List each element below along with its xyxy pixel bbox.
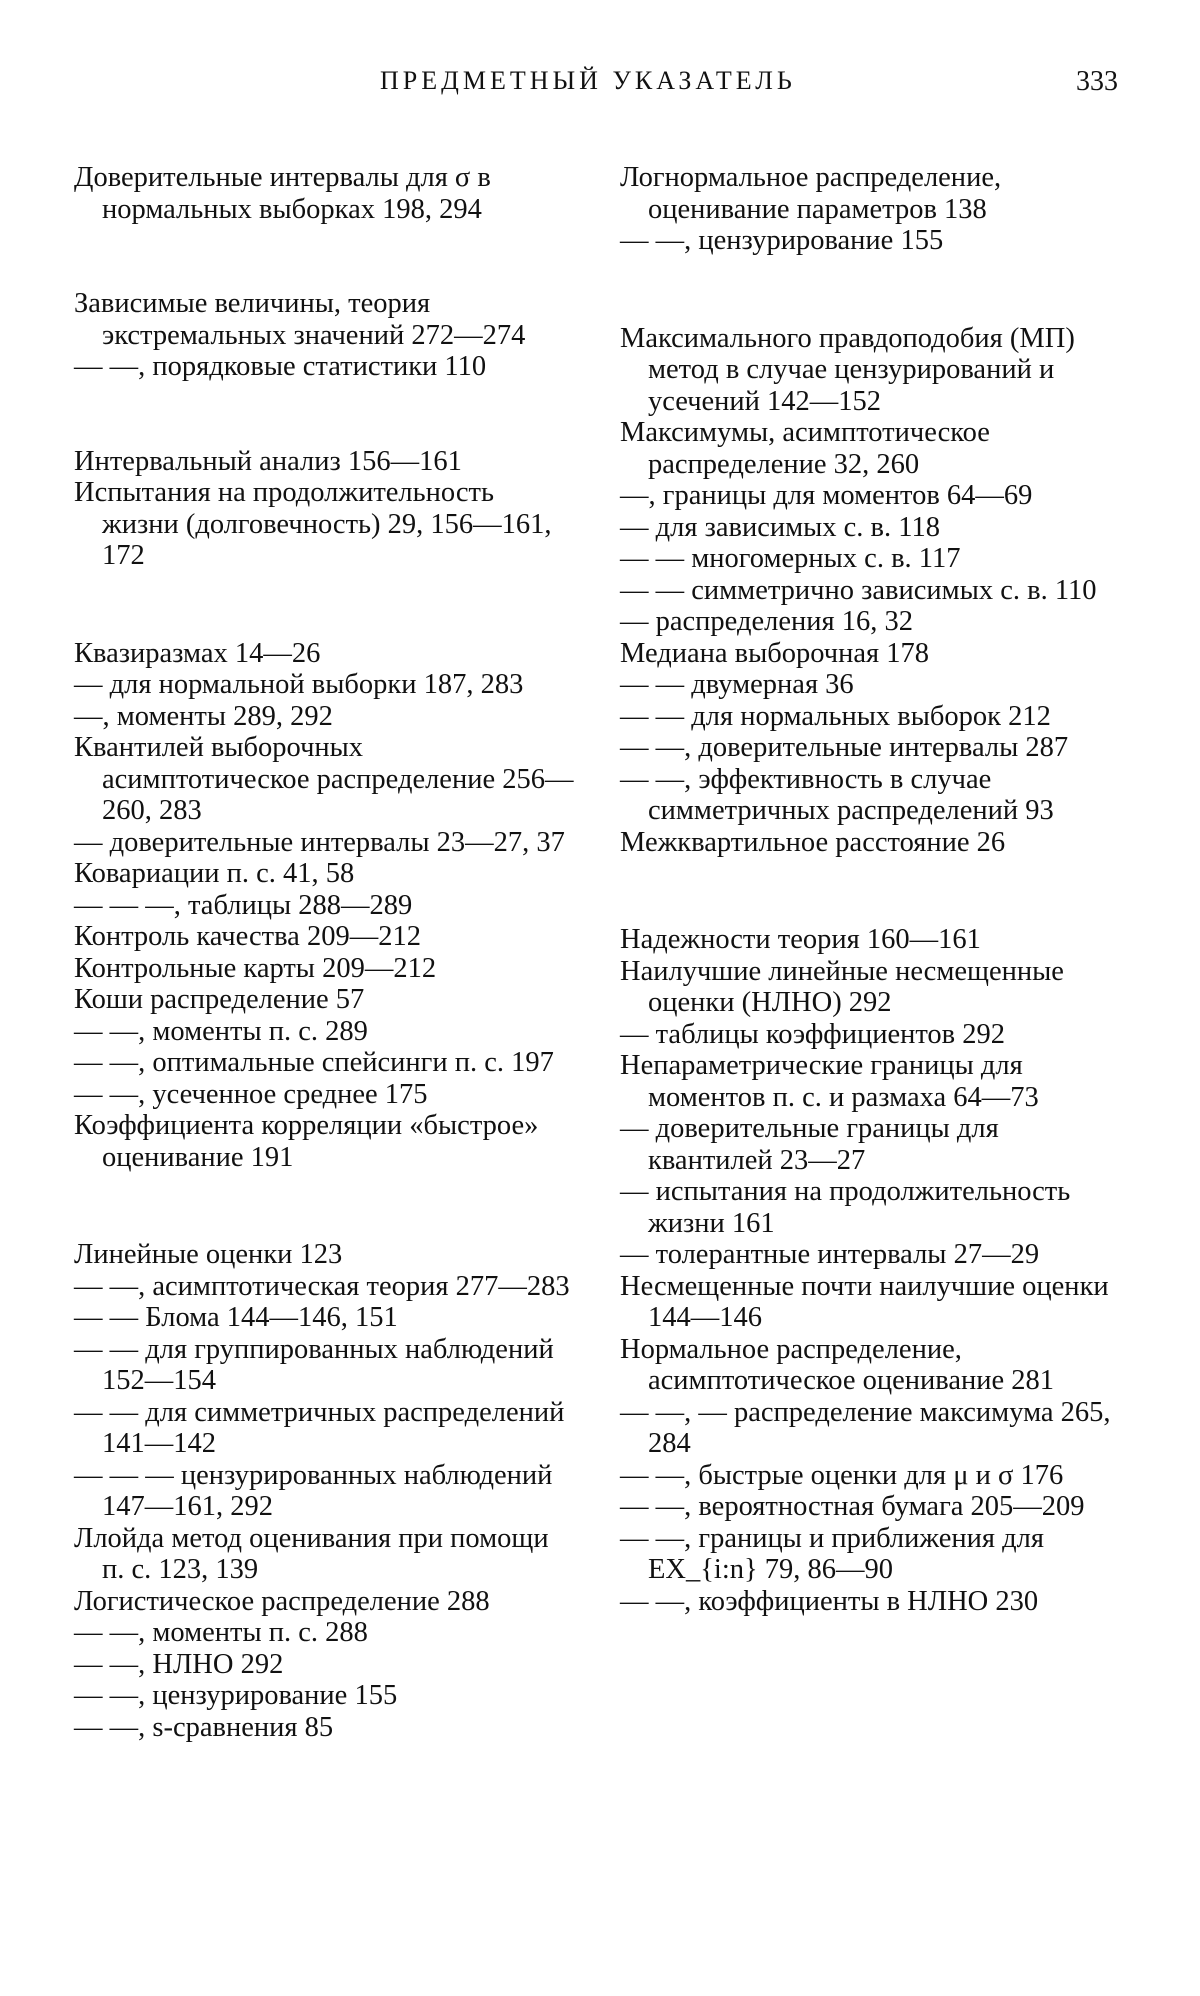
index-entry: — —, коэффициенты в НЛНО 230 [620, 1585, 1039, 1617]
index-group [620, 162, 1126, 257]
index-entry: — —, оптимальные спейсинги п. с. 197 [74, 1047, 554, 1078]
index-entry: Контрольные карты 209—212 [74, 952, 437, 984]
index-entry: Максимумы, асимптотическое распределение 32, 260 [620, 417, 990, 480]
index-entry: — —, НЛНО 292 [74, 1648, 284, 1680]
index-entry: — —, — распределение максимума 265, 284 [620, 1396, 1111, 1459]
index-entry: — доверительные границы для квантилей 23—27 [620, 1113, 999, 1176]
index-group [74, 638, 574, 1174]
index-entry: Медиана выборочная 178 [620, 637, 930, 669]
index-entry: Коэффициента корреляции «быстрое» оценивание 191 [74, 1110, 539, 1173]
index-entry: Доверительные интервалы для σ в нормальных выборках 198, 294 [74, 162, 491, 225]
index-group [74, 1239, 574, 1743]
index-entry: Максимального правдоподобия (МП) метод в случае цензурирований и усечений 142—152 [620, 322, 1075, 417]
index-entry: — доверительные интервалы 23—27, 37 [74, 826, 565, 858]
index-entry: — — —, таблицы 288—289 [74, 889, 413, 921]
index-entry: Межквартильное расстояние 26 [620, 826, 1006, 858]
index-entry: — —, s-сравнения 85 [74, 1711, 334, 1743]
index-entry: Ллойда метод оценивания при помощи п. с. 123, 139 [74, 1522, 549, 1585]
index-entry: Линейные оценки 123 [74, 1239, 343, 1270]
index-entry: — —, быстрые оценки для μ и σ 176 [620, 1459, 1064, 1491]
index-entry: Наилучшие линейные несмещенные оценки (НЛНО) 292 [620, 955, 1064, 1018]
index-entry: — — двумерная 36 [620, 669, 854, 700]
index-group [74, 446, 574, 572]
index-column-right [620, 162, 1126, 1617]
index-entry: —, моменты 289, 292 [74, 700, 333, 732]
index-entry: — —, цензурирование 155 [74, 1680, 398, 1711]
index-entry: Коши распределение 57 [74, 984, 365, 1015]
index-entry: Квантилей выборочных асимптотическое распределение 256—260, 283 [74, 732, 574, 826]
index-entry: Ковариации п. с. 41, 58 [74, 858, 355, 889]
index-entry: — —, асимптотическая теория 277—283 [74, 1270, 570, 1302]
index-entry: — — многомерных с. в. 117 [620, 543, 961, 574]
index-group [620, 323, 1126, 859]
index-entry: — распределения 16, 32 [620, 606, 913, 637]
index-entry: — — Блома 144—146, 151 [74, 1302, 398, 1333]
index-entry: — таблицы коэффициентов 292 [620, 1018, 1006, 1050]
running-title: ПРЕДМЕТНЫЙ УКАЗАТЕЛЬ [380, 66, 796, 95]
index-entry: —, границы для моментов 64—69 [620, 480, 1033, 511]
index-entry: — — симметрично зависимых с. в. 110 [620, 574, 1097, 606]
index-entry: Контроль качества 209—212 [74, 921, 421, 952]
page-number: 333 [1076, 66, 1118, 97]
index-entry: Интервальный анализ 156—161 [74, 445, 462, 477]
index-entry: Логистическое распределение 288 [74, 1585, 490, 1617]
index-entry: — — для нормальных выборок 212 [620, 700, 1051, 732]
index-entry: — —, вероятностная бумага 205—209 [620, 1491, 1085, 1522]
index-entry: Логнормальное распределение, оценивание параметров 138 [620, 162, 1002, 225]
index-entry: Испытания на продолжительность жизни (долговечность) 29, 156—161, 172 [74, 477, 552, 571]
index-entry: Несмещенные почти наилучшие оценки 144—146 [620, 1270, 1109, 1333]
index-entry: Надежности теория 160—161 [620, 924, 981, 955]
index-entry: — —, порядковые статистики 110 [74, 351, 487, 382]
index-group [620, 924, 1126, 1617]
index-entry: — —, границы и приближения для EX_{i:n} 79, 86—90 [620, 1522, 1044, 1585]
index-entry: Квазиразмах 14—26 [74, 637, 321, 669]
index-column-left [74, 162, 574, 1743]
index-group [74, 162, 574, 225]
index-entry: — —, цензурирование 155 [620, 225, 944, 256]
index-entry: — — для симметричных распределений 141—142 [74, 1396, 565, 1459]
index-entry: Зависимые величины, теория экстремальных значений 272—274 [74, 288, 526, 351]
index-entry: — —, моменты п. с. 288 [74, 1617, 368, 1648]
running-head [0, 66, 1200, 106]
index-entry: — —, доверительные интервалы 287 [620, 732, 1069, 763]
index-entry: — толерантные интервалы 27—29 [620, 1239, 1040, 1270]
index-group [74, 288, 574, 383]
index-entry: — для нормальной выборки 187, 283 [74, 669, 524, 700]
index-entry: — —, эффективность в случае симметричных распределений 93 [620, 763, 1054, 826]
index-entry: — — — цензурированных наблюдений 147—161, 292 [74, 1459, 553, 1522]
index-entry: Непараметрические границы для моментов п. с. и размаха 64—73 [620, 1050, 1039, 1113]
index-entry: — —, моменты п. с. 289 [74, 1015, 368, 1047]
index-entry: — для зависимых с. в. 118 [620, 511, 940, 543]
index-entry: — испытания на продолжительность жизни 161 [620, 1176, 1071, 1239]
index-entry: — — для группированных наблюдений 152—154 [74, 1333, 554, 1396]
index-entry: — —, усеченное среднее 175 [74, 1078, 428, 1110]
index-entry: Нормальное распределение, асимптотическое оценивание 281 [620, 1333, 1055, 1396]
